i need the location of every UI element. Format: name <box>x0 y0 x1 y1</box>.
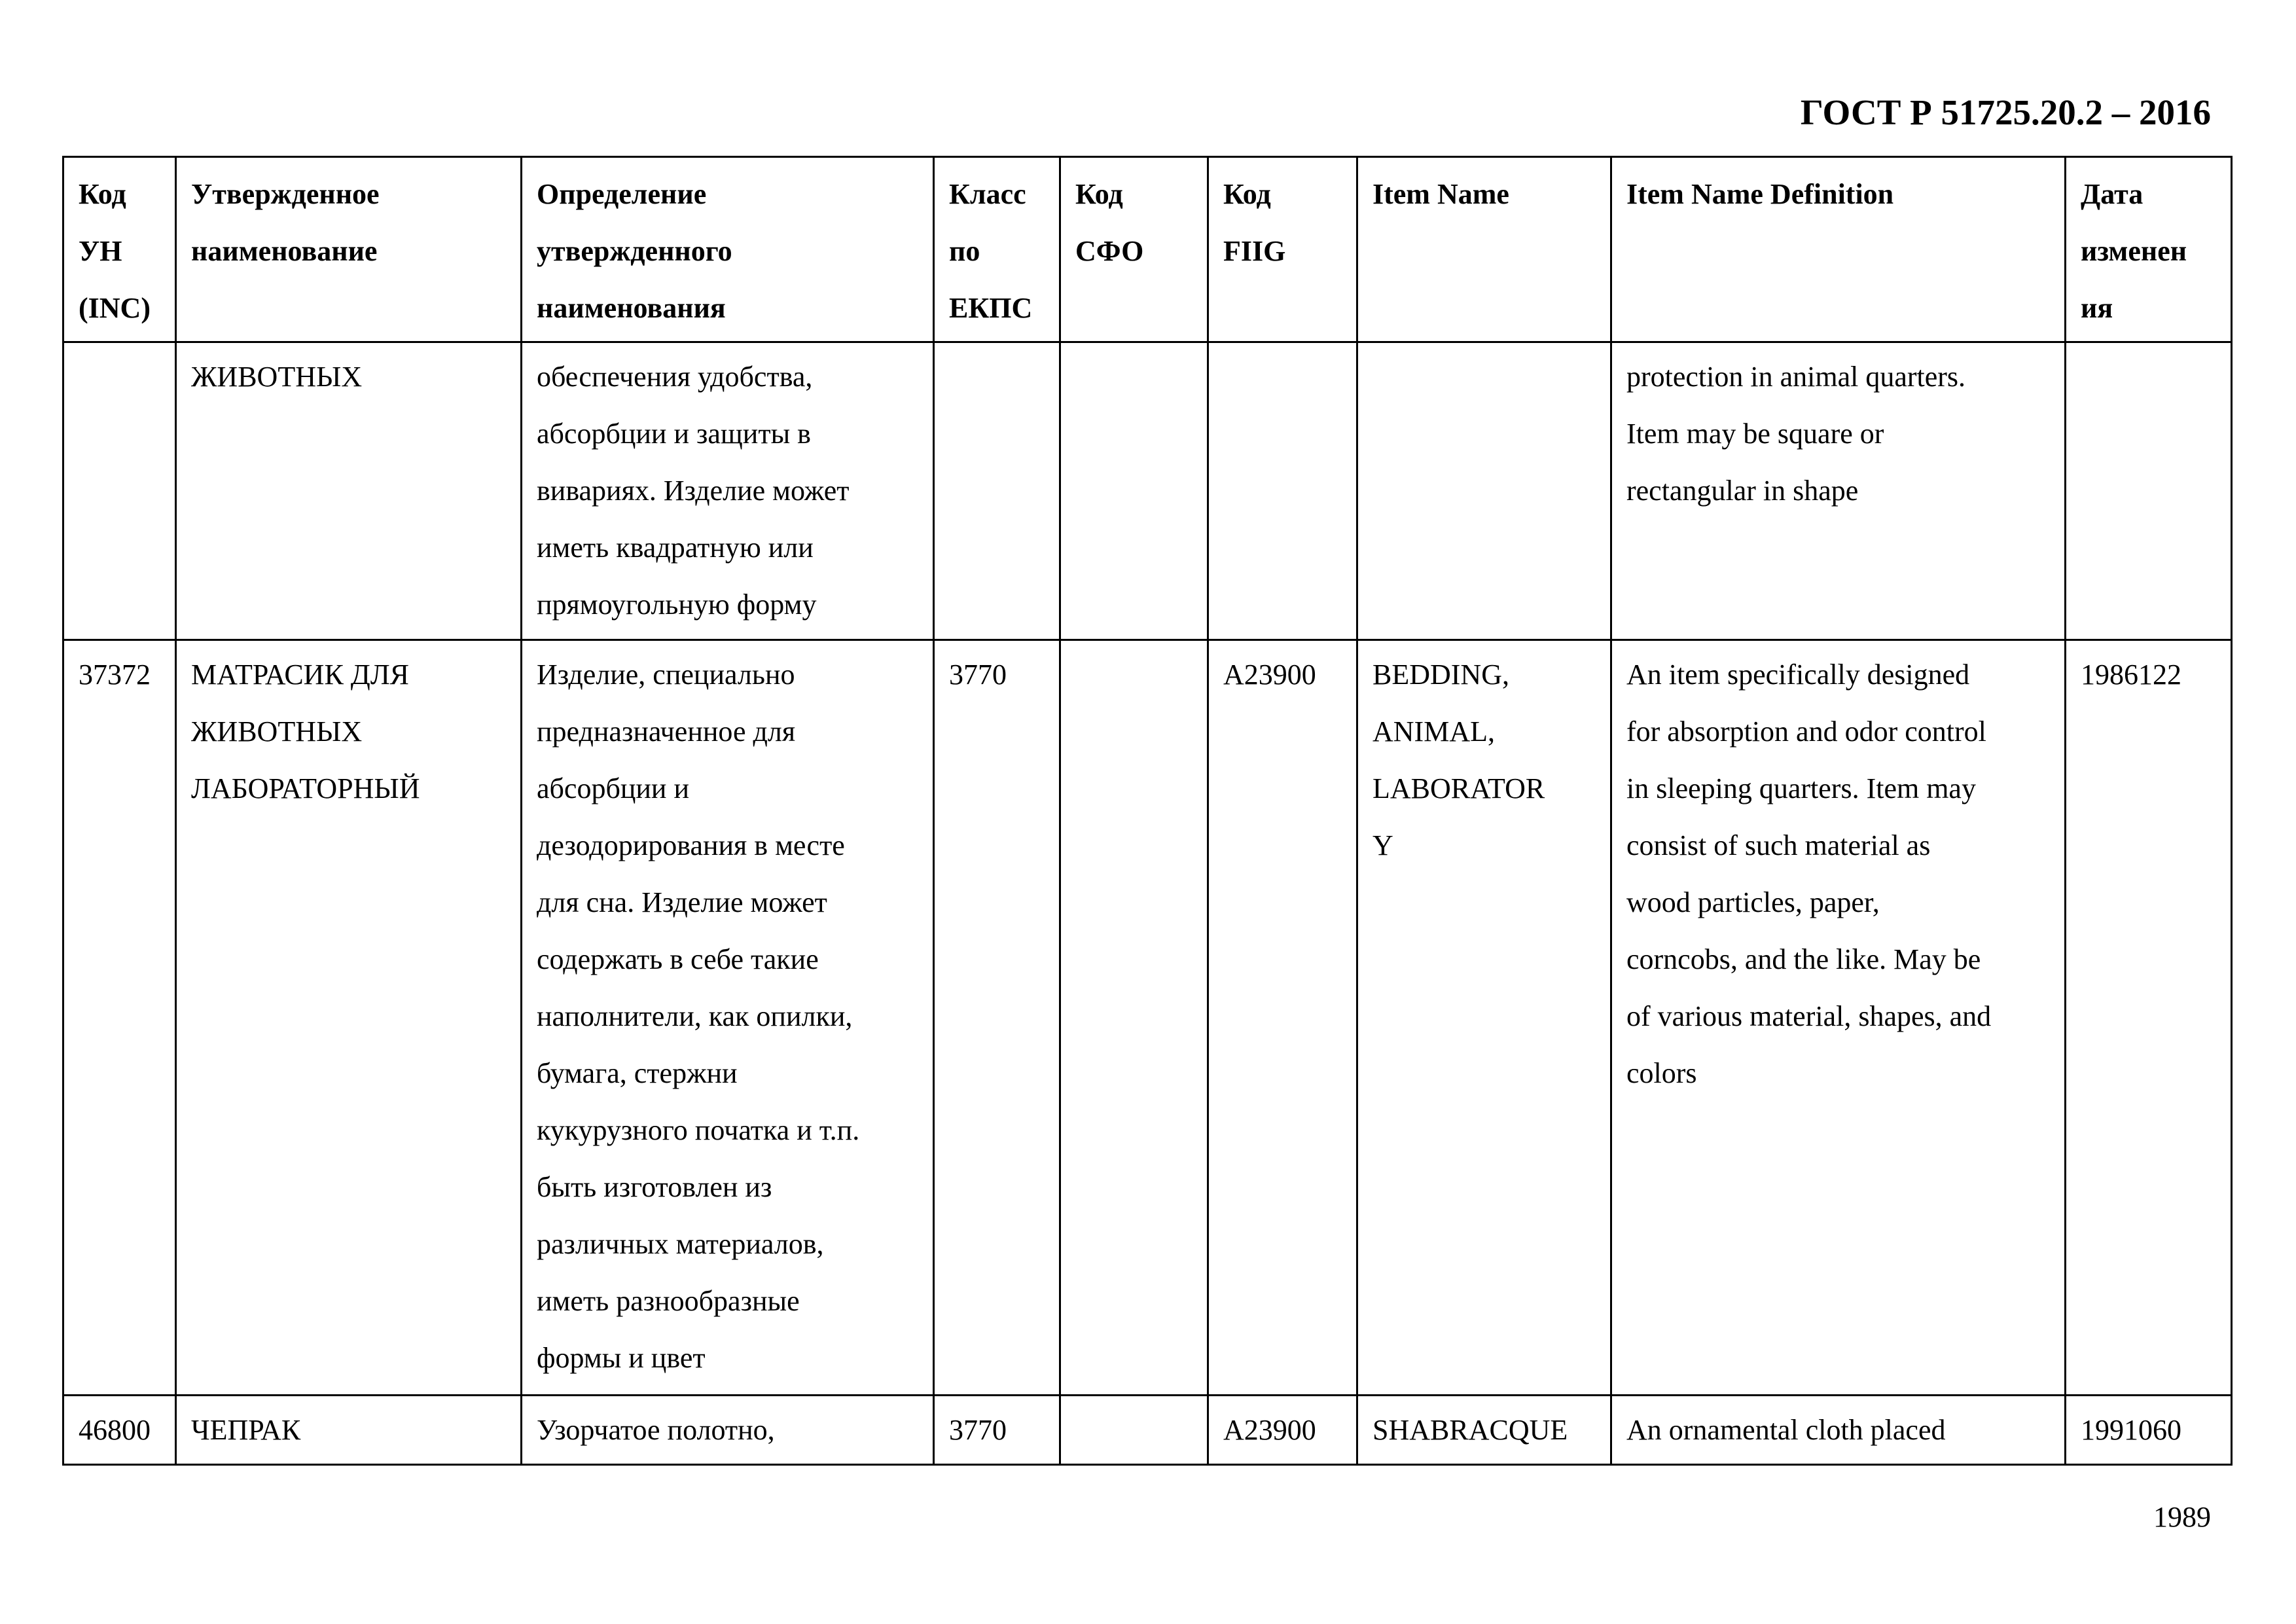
cell-item-name: SHABRACQUE <box>1357 1396 1611 1465</box>
header-item-name: Item Name <box>1357 157 1611 342</box>
cell-change-date <box>2066 342 2232 640</box>
cell-item-name-definition: An item specifically designed for absorption and odor control in sleeping quarters. Item may consist of such material as wood particles, paper, corncobs, and the like. May be of various material, shapes, and colors <box>1611 640 2066 1396</box>
cell-fiig: A23900 <box>1208 640 1357 1396</box>
header-name-definition: Определение утвержденного наименования <box>522 157 934 342</box>
header-class: Класс по ЕКПС <box>934 157 1060 342</box>
cell-inc <box>63 342 176 640</box>
cell-change-date: 1991060 <box>2066 1396 2232 1465</box>
cell-sfo <box>1060 640 1208 1396</box>
cell-inc: 37372 <box>63 640 176 1396</box>
cell-item-name <box>1357 342 1611 640</box>
table-row <box>63 342 2232 640</box>
cell-approved-name: МАТРАСИК ДЛЯ ЖИВОТНЫХ ЛАБОРАТОРНЫЙ <box>176 640 522 1396</box>
table-row <box>63 640 2232 1396</box>
header-change-date: Дата изменен ия <box>2066 157 2232 342</box>
cell-approved-name: ЧЕПРАК <box>176 1396 522 1465</box>
cell-class: 3770 <box>934 1396 1060 1465</box>
nomenclature-table <box>62 156 2233 1466</box>
cell-class: 3770 <box>934 640 1060 1396</box>
cell-fiig <box>1208 342 1357 640</box>
cell-name-definition: обеспечения удобства, абсорбции и защиты в вивариях. Изделие может иметь квадратную или прямоугольную форму <box>522 342 934 640</box>
header-inc: Код УН (INC) <box>63 157 176 342</box>
cell-inc: 46800 <box>63 1396 176 1465</box>
table-header-row <box>63 157 2232 342</box>
cell-fiig: A23900 <box>1208 1396 1357 1465</box>
header-fiig: Код FIIG <box>1208 157 1357 342</box>
cell-change-date: 1986122 <box>2066 640 2232 1396</box>
cell-name-definition: Узорчатое полотно, <box>522 1396 934 1465</box>
header-approved-name: Утвержденное наименование <box>176 157 522 342</box>
document-standard-header: ГОСТ Р 51725.20.2 – 2016 <box>1800 92 2211 132</box>
cell-item-name: BEDDING, ANIMAL, LABORATOR Y <box>1357 640 1611 1396</box>
table-row <box>63 1396 2232 1465</box>
header-item-name-definition: Item Name Definition <box>1611 157 2066 342</box>
page-number: 1989 <box>2153 1501 2211 1533</box>
header-sfo: Код СФО <box>1060 157 1208 342</box>
cell-sfo <box>1060 342 1208 640</box>
cell-item-name-definition: protection in animal quarters. Item may be square or rectangular in shape <box>1611 342 2066 640</box>
cell-name-definition: Изделие, специально предназначенное для абсорбции и дезодорирования в месте для сна. Изделие может содержать в себе такие наполнители, как опилки, бумага, стержни кукурузного початка и т.п. быть изготовлен из различных материалов, иметь разнообразные формы и цвет <box>522 640 934 1396</box>
cell-class <box>934 342 1060 640</box>
cell-approved-name: ЖИВОТНЫХ <box>176 342 522 640</box>
cell-sfo <box>1060 1396 1208 1465</box>
cell-item-name-definition: An ornamental cloth placed <box>1611 1396 2066 1465</box>
